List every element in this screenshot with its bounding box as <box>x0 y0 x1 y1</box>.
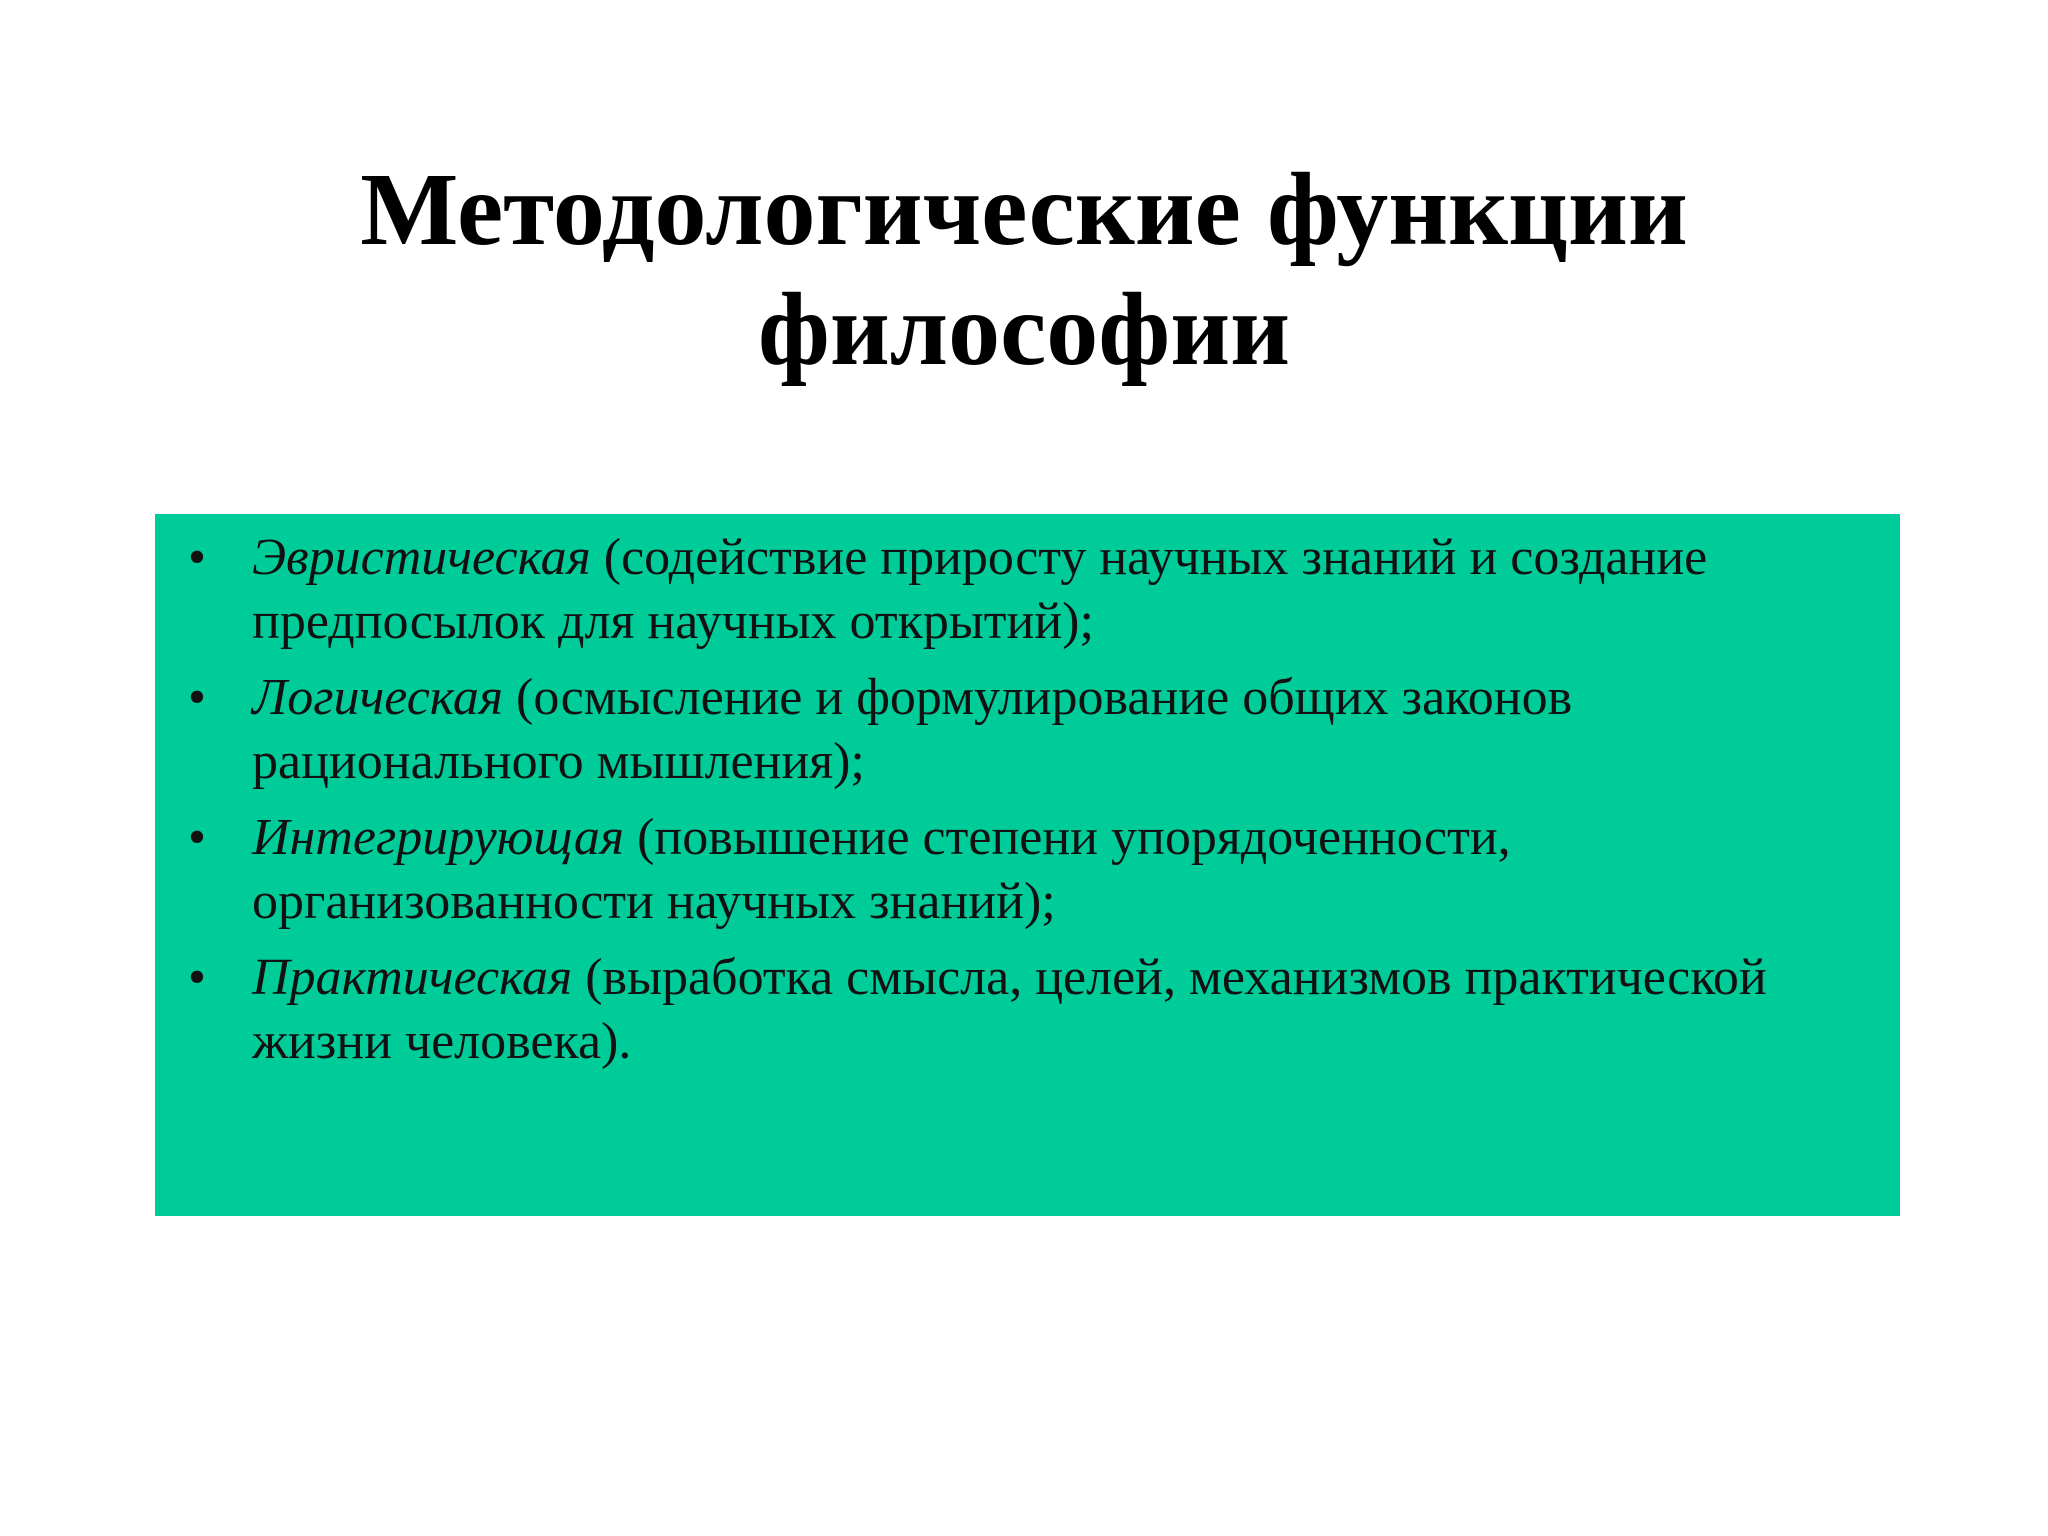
bullet-icon: • <box>187 809 207 866</box>
list-item-practical <box>155 946 1900 1074</box>
slide-title-line-2: философии <box>757 272 1291 387</box>
item-description: (повышение степени упорядоченности, организованности научных знаний); <box>252 809 1511 930</box>
item-term: Интегрирующая <box>252 809 625 866</box>
item-description: (выработка смысла, целей, механизмов практической жизни человека). <box>252 949 1767 1070</box>
bullet-icon: • <box>187 529 207 586</box>
item-term: Эвристическая <box>252 529 591 586</box>
item-term: Практическая <box>252 949 573 1006</box>
item-description: (осмысление и формулирование общих законов рационального мышления); <box>252 669 1573 790</box>
item-term: Логическая <box>252 669 503 726</box>
item-description: (содействие приросту научных знаний и создание предпосылок для научных открытий); <box>252 529 1708 650</box>
list-item-logical <box>155 666 1900 794</box>
slide-title <box>0 150 2048 390</box>
list-item-heuristic <box>155 526 1900 654</box>
bullet-icon: • <box>187 949 207 1006</box>
list-item-integrating <box>155 806 1900 934</box>
content-box <box>155 514 1900 1216</box>
slide-title-line-1: Методологические функции <box>360 152 1688 267</box>
function-list <box>155 526 1900 1086</box>
bullet-icon: • <box>187 669 207 726</box>
